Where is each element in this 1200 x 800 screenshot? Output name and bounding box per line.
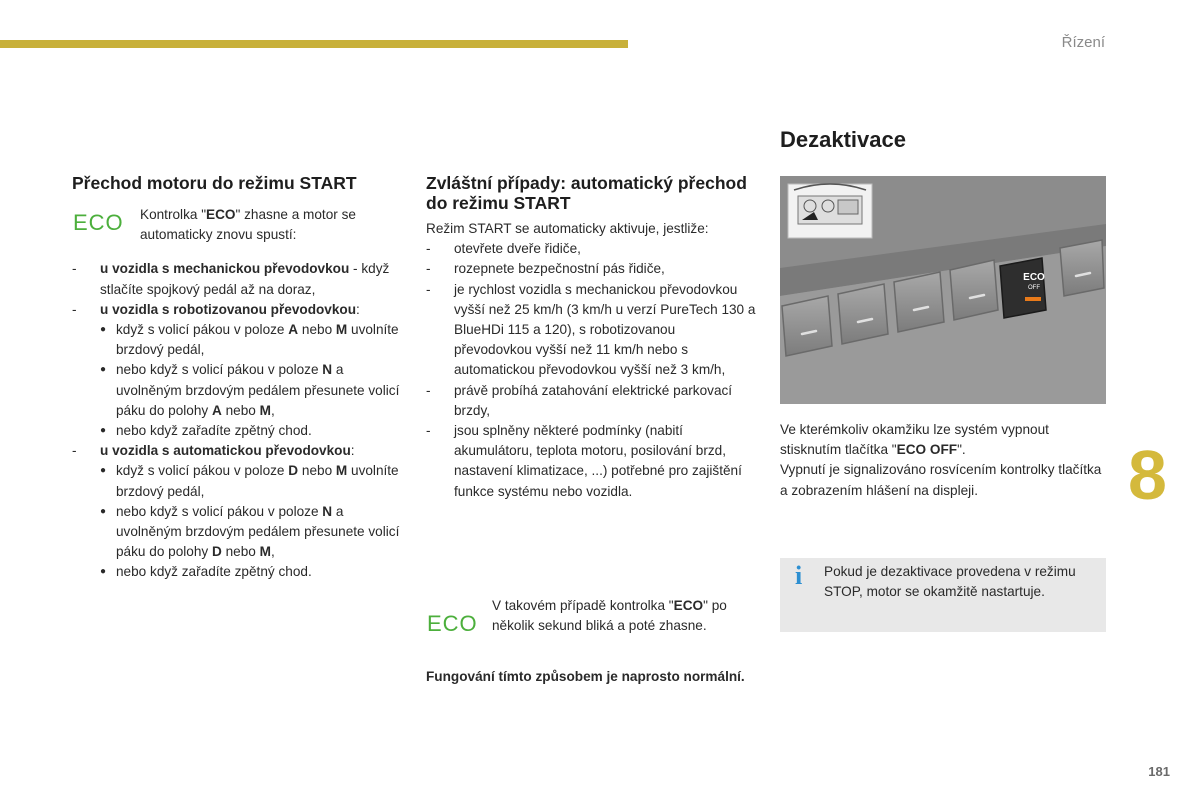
eco-off-button-photo xyxy=(780,176,1106,404)
normal-operation-note: Fungování tímto způsobem je naprosto normální. xyxy=(426,669,745,684)
eco-off-button: ECO OFF xyxy=(1023,272,1045,291)
list-item: ● nebo když s volicí pákou v poloze N a uvolněným brzdovým pedálem přesunete volicí páku do polohy A nebo M, xyxy=(100,360,402,421)
list-item: - právě probíhá zatahování elektrické parkovací brzdy, xyxy=(426,381,756,421)
list-item: ● nebo když zařadíte zpětný chod. xyxy=(100,421,402,441)
eco-icon xyxy=(72,209,128,235)
info-icon: i xyxy=(795,561,803,590)
list-item: - rozepnete bezpečnostní pás řidiče, xyxy=(426,259,756,279)
list-item: ● když s volicí pákou v poloze D nebo M uvolníte brzdový pedál, xyxy=(100,461,402,501)
eco-blink-note xyxy=(426,596,756,639)
column-deactivation xyxy=(780,126,1108,498)
robot-gearbox-bullets xyxy=(100,320,402,441)
eco-indicator-row xyxy=(72,205,402,245)
chapter-number: 8 xyxy=(1128,436,1167,514)
page-number: 181 xyxy=(1148,764,1170,779)
eco-icon xyxy=(426,610,482,636)
info-box xyxy=(780,558,1106,632)
list-item: ● nebo když s volicí pákou v poloze N a uvolněným brzdovým pedálem přesunete volicí páku do polohy D nebo M, xyxy=(100,502,402,563)
section-title: Řízení xyxy=(1061,34,1105,51)
header-accent-bar xyxy=(0,40,628,48)
eco-indicator-icon xyxy=(72,209,140,238)
dashboard-switches-illustration xyxy=(780,176,1106,404)
auto-gearbox-bullets xyxy=(100,461,402,582)
list-item: ● nebo když zařadíte zpětný chod. xyxy=(100,562,402,582)
start-conditions-list xyxy=(72,259,402,582)
list-item: ● když s volicí pákou v poloze A nebo M uvolníte brzdový pedál, xyxy=(100,320,402,360)
heading-deactivation: Dezaktivace xyxy=(780,127,906,152)
eco-indicator-text: Kontrolka "ECO" zhasne a motor se automaticky znovu spustí: xyxy=(140,207,356,243)
column-start-conditions xyxy=(72,173,402,583)
info-text: Pokud je dezaktivace provedena v režimu STOP, motor se okamžitě nastartuje. xyxy=(824,564,1076,600)
eco-blink-text: V takovém případě kontrolka "ECO" po několik sekund bliká a poté zhasne. xyxy=(492,598,727,634)
column-special-cases xyxy=(426,173,756,502)
special-cases-list xyxy=(426,239,756,502)
list-item: - jsou splněny některé podmínky (nabití akumulátoru, teplota motoru, posilování brzd, nastavení klimatizace, ...) potřebné pro zajištění funkce systému nebo vozidla. xyxy=(426,421,756,502)
list-item: - je rychlost vozidla s mechanickou převodovkou vyšší než 25 km/h (3 km/h u verzí PureTech 130 a BlueHDi 115 a 120), s robotizovanou převodovkou vyšší než 11 km/h nebo s automatickou převodovkou vyšší než 3 km/h, xyxy=(426,280,756,381)
svg-text:ECO: ECO xyxy=(427,611,478,636)
heading-start: Přechod motoru do režimu START xyxy=(72,173,357,193)
eco-indicator-icon xyxy=(426,610,492,639)
list-item: - u vozidla s robotizovanou převodovkou: ● když s volicí pákou v poloze A nebo M uvolníte brzdový pedál, ● nebo když s volicí pákou v poloze N a uvolněným brzdovým pedálem přesunete volicí páku do polohy A nebo M, ● nebo když zařadíte zpětný chod. xyxy=(72,300,402,441)
heading-special-cases: Zvláštní případy: automatický přechod do režimu START xyxy=(426,173,747,213)
special-cases-intro: Režim START se automaticky aktivuje, jestliže: xyxy=(426,221,709,236)
list-item: - u vozidla s mechanickou převodovkou - když stlačíte spojkový pedál až na doraz, xyxy=(72,259,402,299)
deactivation-text: Ve kterémkoliv okamžiku lze systém vypnout stisknutím tlačítka "ECO OFF". Vypnutí je signalizováno rosvícením kontrolky tlačítka a zobrazením hlášení na displeji. xyxy=(780,422,1102,498)
svg-text:ECO: ECO xyxy=(73,210,124,235)
list-item: - otevřete dveře řidiče, xyxy=(426,239,756,259)
list-item: - u vozidla s automatickou převodovkou: ● když s volicí pákou v poloze D nebo M uvolníte brzdový pedál, ● nebo když s volicí pákou v poloze N a uvolněným brzdovým pedálem přesunete volicí páku do polohy D nebo M, ● nebo když zařadíte zpětný chod. xyxy=(72,441,402,582)
